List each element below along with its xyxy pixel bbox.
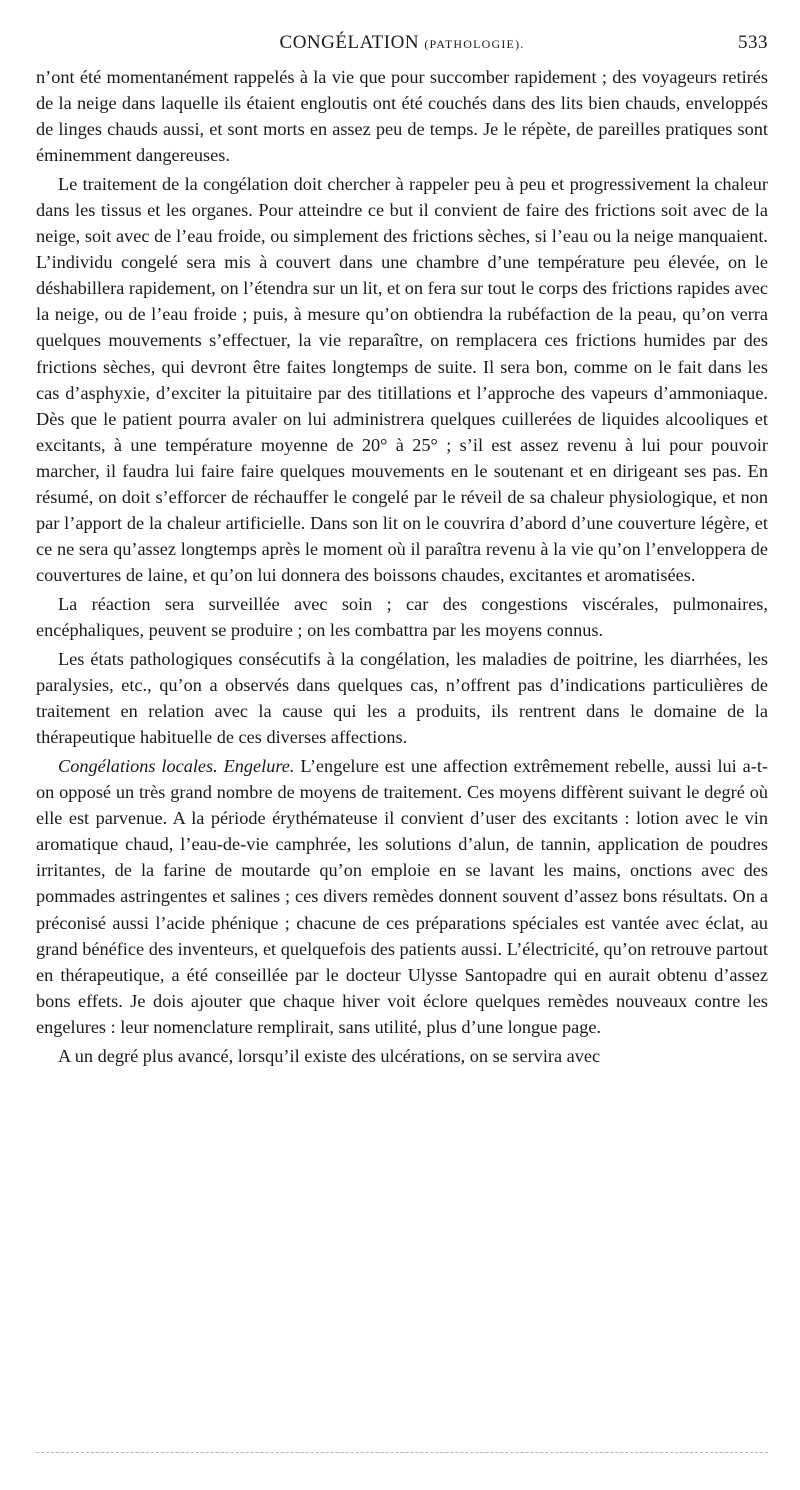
- paragraph-text: Le traitement de la congélation doit chercher à rappeler peu à peu et progressivement la chaleur dans les tissus et les organes. Pour atteindre ce but il convient de faire des frictions soit avec de la neige, soit avec de l’eau froide, ou simplement des frictions sèches, si l’eau ou la neige manquaient. L’individu congelé sera mis à couvert dans une chambre d’une température peu élevée, on le déshabillera rapidement, on l’étendra sur un lit, et on fera sur tout le corps des frictions rapides avec la neige, ou de l’eau froide ; puis, à mesure qu’on obtiendra la rubéfaction de la peau, qu’on verra quelques mouvements s’effectuer, la vie reparaître, on remplacera ces frictions humides par des frictions sèches, qui devront être faites longtemps de suite. Il sera bon, comme on le fait dans les cas d’asphyxie, d’exciter la pituitaire par des titillations et l’approche des vapeurs d’ammoniaque. Dès que le patient pourra avaler on lui administrera quelques cuillerées de liquides alcooliques et excitants, à une température moyenne de 20° à 25° ; s’il est assez revenu à lui pour pouvoir marcher, il faudra lui faire faire quelques mouvements en le soutenant et en dirigeant ses pas. En résumé, on doit s’efforcer de réchauffer le congelé par le réveil de sa chaleur physiologique, et non par l’apport de la chaleur artificielle. Dans son lit on le couvrira d’abord d’une couverture légère, et ce ne sera qu’assez longtemps après le moment où il paraîtra revenu à la vie qu’on l’enveloppera de couvertures de laine, et qu’on lui donnera des boissons chaudes, excitantes et aromatisées.: [36, 174, 768, 585]
- section-heading-italic: Congélations locales. Engelure.: [58, 756, 295, 777]
- bottom-rule: [36, 1452, 768, 1453]
- running-title-section: (PATHOLOGIE).: [424, 37, 525, 51]
- paragraph-text: Les états pathologiques consécutifs à la congélation, les maladies de poitrine, les diarrhées, les paralysies, etc., qu’on a observés dans quelques cas, n’offrent pas d’indications particulières de traitement en relation avec la cause qui les a produits, ils rentrent dans le domaine de la thérapeutique habituelle de ces diverses affections.: [36, 649, 768, 748]
- running-title: [36, 32, 768, 54]
- paragraph-advanced-degree: [36, 1043, 768, 1069]
- paragraph-reaction: [36, 591, 768, 643]
- running-header: [36, 30, 768, 60]
- running-title-main: CONGÉLATION: [279, 32, 420, 53]
- paragraph-text: La réaction sera surveillée avec soin ; car des congestions viscérales, pulmonaires, encéphaliques, peuvent se produire ; on les combattra par les moyens connus.: [36, 593, 768, 640]
- page-number: 533: [738, 32, 768, 53]
- paragraph-local-congelation: [36, 753, 768, 1040]
- body-text: [36, 64, 768, 1072]
- paragraph-treatment: [36, 171, 768, 588]
- paragraph-text: n’ont été momentanément rappelés à la vie que pour succomber rapidement ; des voyageurs retirés de la neige dans laquelle ils étaient engloutis ont été couchés dans des lits bien chauds, enveloppés de linges chauds aussi, et sont morts en assez peu de temps. Je le répète, de pareilles pratiques sont éminemment dangereuses.: [36, 67, 768, 166]
- paragraph-pathological-states: [36, 646, 768, 750]
- paragraph-text: L’engelure est une affection extrêmement rebelle, aussi lui a-t-on opposé un très grand nombre de moyens de traitement. Ces moyens diffèrent suivant le degré où elle est parvenue. A la période érythémateuse il convient d’user des excitants : lotion avec le vin aromatique chaud, l’eau-de-vie camphrée, les solutions d’alun, de tannin, application de poudres irritantes, de la farine de moutarde qu’on emploie en se lavant les mains, onctions avec des pommades astringentes et salines ; ces divers remèdes donnent souvent d’assez bons résultats. On a préconisé aussi l’acide phénique ; chacune de ces préparations spéciales est vantée avec éclat, au grand bénéfice des inventeurs, et quelquefois des patients aussi. L’électricité, qu’on retrouve partout en thérapeutique, a été conseillée par le docteur Ulysse Santopadre qui en aurait obtenu d’assez bons effets. Je dois ajouter que chaque hiver voit éclore quelques remèdes nouveaux contre les engelures : leur nomenclature remplirait, sans utilité, plus d’une longue page.: [36, 756, 768, 1037]
- paragraph-text: A un degré plus avancé, lorsqu’il existe des ulcérations, on se servira avec: [58, 1045, 601, 1066]
- paragraph-continued: [36, 64, 768, 168]
